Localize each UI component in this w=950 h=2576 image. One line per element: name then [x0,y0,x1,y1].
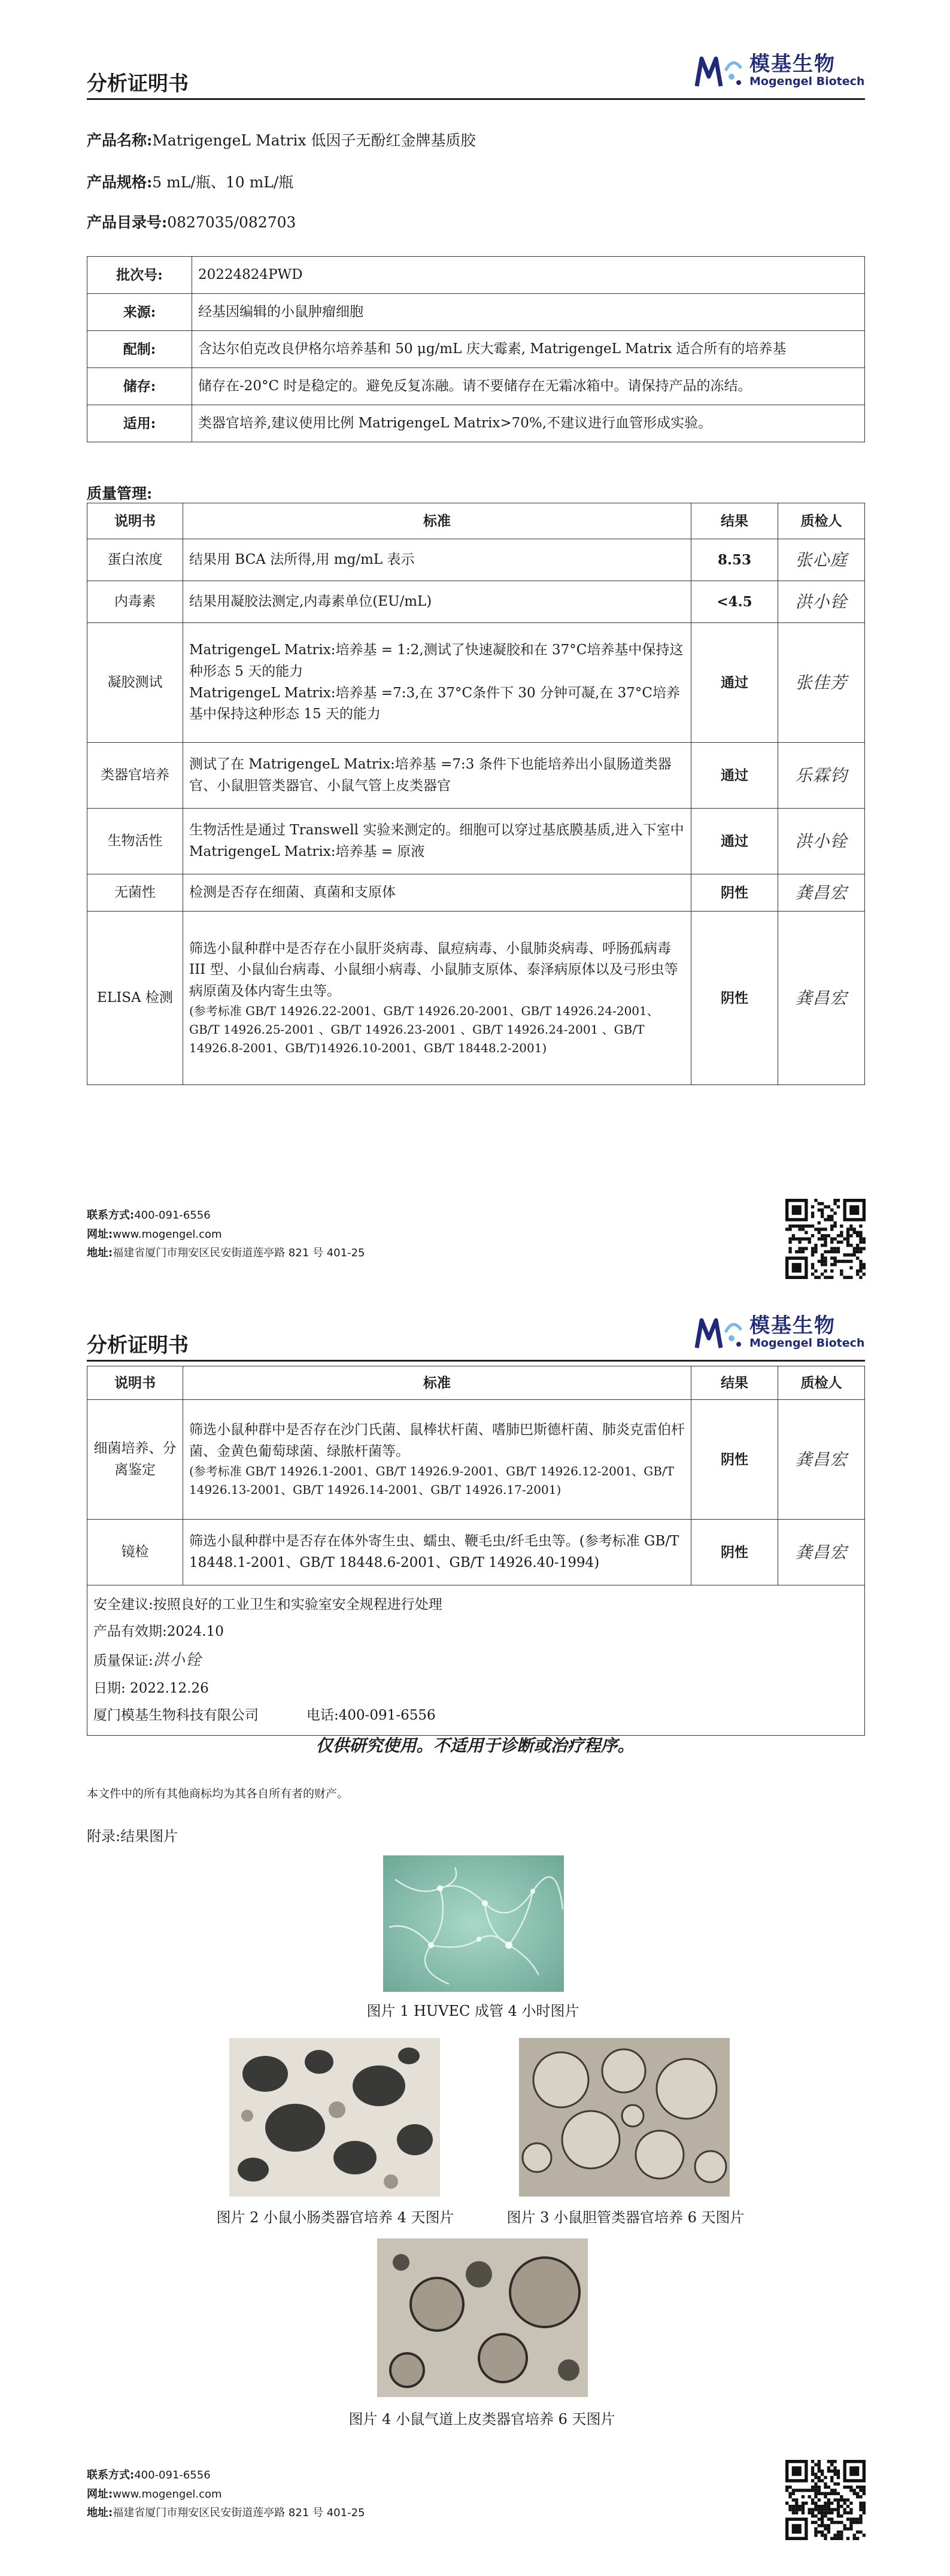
qc-reference: (参考标准 GB/T 14926.1-2001、GB/T 14926.9-2001、GB/T 14926.12-2001、GB/T 14926.13-2001、GB/T 14926.14-2001、GB/T 14926.17-2001) [189,1464,675,1497]
qc-result: 阴性 [691,912,778,1085]
figure-3-caption: 图片 3 小鼠胆管类器官培养 6 天图片 [506,2209,745,2226]
qa-signature: 洪小铨 [153,1651,202,1669]
info-value: 含达尔伯克改良伊格尔培养基和 50 μg/mL 庆大霉素, MatrigengeL Matrix 适合所有的培养基 [192,331,865,368]
col-header-result: 结果 [691,503,778,539]
logo-en-text: Mogengel Biotech [749,1336,865,1350]
figure-2-image [229,2038,440,2197]
header-rule [87,98,865,100]
qc-standard-line: 筛选小鼠种群中是否存在小鼠肝炎病毒、鼠痘病毒、小鼠肺炎病毒、呼肠孤病毒 III 型、小鼠仙台病毒、小鼠细小病毒、小鼠肺支原体、泰泽病原体以及弓形虫等病原菌及体内寄生虫等。 [189,940,678,999]
product-catalog-value: 0827035/082703 [167,214,296,231]
qc-item: ELISA 检测 [87,912,183,1085]
qc-result: 8.53 [691,539,778,581]
info-row-formulation [87,331,865,368]
qc-item: 内毒素 [87,581,183,623]
qc-result: <4.5 [691,581,778,623]
qc-result: 阴性 [691,1400,778,1520]
product-name-value: MatrigengeL Matrix 低因子无酚红金牌基质胶 [152,132,476,149]
footer-contact-label: 联系方式: [87,1209,135,1222]
col-header-item: 说明书 [87,503,183,539]
page-title: 分析证明书 [87,72,189,96]
info-row-storage [87,368,865,405]
appendix-title: 附录:结果图片 [87,1828,178,1845]
qc-row-sterility [87,874,865,912]
qc-table [87,503,865,1085]
figure-2-caption: 图片 2 小鼠小肠类器官培养 4 天图片 [216,2209,454,2226]
qc-result: 阴性 [691,1520,778,1585]
product-spec [87,171,293,192]
footer-web-link[interactable]: www.mogengel.com [113,1228,222,1241]
logo-en-text: Mogengel Biotech [749,74,865,88]
footer-contact-value: 400-091-6556 [134,2469,211,2481]
info-row-batch [87,257,865,294]
figure-4-image [377,2238,588,2397]
footer-web-label: 网址: [87,1228,113,1241]
product-catalog [87,211,296,232]
page-title: 分析证明书 [87,1333,189,1357]
qc-item: 生物活性 [87,809,183,874]
qc-item: 无菌性 [87,874,183,912]
qc-standard: 筛选小鼠种群中是否存在体外寄生虫、蠕虫、鞭毛虫/纤毛虫等。(参考标准 GB/T 18448.1-2001、GB/T 18448.6-2001、GB/T 14926.40-1994) [183,1520,691,1585]
qc-item: 凝胶测试 [87,623,183,743]
footer-contact-label: 联系方式: [87,2469,135,2481]
figure-1-caption: 图片 1 HUVEC 成管 4 小时图片 [366,2003,579,2019]
qc-result: 通过 [691,809,778,874]
trademark-note: 本文件中的所有其他商标均为其各自所有者的财产。 [87,1787,349,1800]
safety-note: 安全建议:按照良好的工业卫生和实验室安全规程进行处理 [93,1597,442,1612]
footer [87,1206,365,1263]
footer-address-label: 地址: [87,2507,113,2519]
product-catalog-label: 产品目录号: [87,214,168,231]
info-label: 储存: [87,368,192,405]
inspector-signature: 龚昌宏 [778,1520,865,1585]
footer-address-value: 福建省厦门市翔安区民安街道莲亭路 821 号 401-25 [113,1247,365,1259]
inspector-signature: 乐霖钧 [778,743,865,809]
inspector-signature: 龚昌宏 [778,874,865,912]
figure-3-image [519,2038,730,2197]
qc-standard: 结果用 BCA 法所得,用 mg/mL 表示 [183,539,691,581]
info-value: 经基因编辑的小鼠肿瘤细胞 [192,294,865,331]
qc-item: 镜检 [87,1520,183,1585]
inspector-signature: 洪小铨 [778,581,865,623]
qc-row-organoid [87,743,865,809]
inspector-signature: 龚昌宏 [778,1400,865,1520]
qc-row-bioactivity [87,809,865,874]
figure-1-image [383,1855,564,1992]
product-info-table [87,256,865,442]
product-spec-label: 产品规格: [87,174,153,191]
header-rule [87,1360,865,1362]
expiry-note: 产品有效期:2024.10 [93,1623,224,1639]
product-name [87,129,476,150]
qc-header-row [87,1366,865,1400]
col-header-inspector: 质检人 [778,503,865,539]
product-name-label: 产品名称: [87,132,153,149]
qc-standard-line: MatrigengeL Matrix:培养基 = 1:2,测试了快速凝胶和在 37°C培养基中保持这种形态 5 天的能力 [189,642,684,679]
col-header-standard: 标准 [183,503,691,539]
qc-reference: (参考标准 GB/T 14926.22-2001、GB/T 14926.20-2001、GB/T 14926.24-2001、GB/T 14926.25-2001 、GB/T 14926.23-2001 、GB/T 14926.24-2001 、GB/T 14926.8-2001、GB/T)14926.10-2001、GB/T 18448.2-2001) [189,1004,659,1056]
qc-result: 阴性 [691,874,778,912]
info-row-application [87,405,865,442]
footer-web-label: 网址: [87,2487,113,2501]
qr-code-icon [785,2460,866,2540]
inspector-signature: 张佳芳 [778,623,865,743]
figure-4-caption: 图片 4 小鼠气道上皮类器官培养 6 天图片 [348,2411,615,2428]
info-label: 配制: [87,331,192,368]
qc-standard [183,1400,691,1520]
qc-standard: 生物活性是通过 Transwell 实验来测定的。细胞可以穿过基底膜基质,进入下室中 MatrigengeL Matrix:培养基 = 原液 [183,809,691,874]
info-row-source [87,294,865,331]
qc-row-microscopy [87,1520,865,1585]
info-value: 20224824PWD [192,257,865,294]
col-header-item: 说明书 [87,1366,183,1400]
qc-standard [183,623,691,743]
qc-standard-line: MatrigengeL Matrix:培养基 =7:3,在 37°C条件下 30 分钟可凝,在 37°C培养基中保持这种形态 15 天的能力 [189,685,680,722]
footer-address-value: 福建省厦门市翔安区民安街道莲亭路 821 号 401-25 [113,2507,365,2519]
qc-standard-line: 筛选小鼠种群中是否存在沙门氏菌、鼠棒状杆菌、嗜肺巴斯德杆菌、肺炎克雷伯杆菌、金黄色葡萄球菌、绿脓杆菌等。 [189,1421,685,1459]
footer-contact-value: 400-091-6556 [134,1209,211,1222]
info-label: 批次号: [87,257,192,294]
info-value: 储存在-20°C 时是稳定的。避免反复冻融。请不要储存在无霜冰箱中。请保持产品的冻结。 [192,368,865,405]
qc-standard [183,912,691,1085]
qc-item: 细菌培养、分离鉴定 [87,1400,183,1520]
qc-row-endotoxin [87,581,865,623]
qc-standard: 测试了在 MatrigengeL Matrix:培养基 =7:3 条件下也能培养出小鼠肠道类器官、小鼠胆管类器官、小鼠气管上皮类器官 [183,743,691,809]
qc-item: 类器官培养 [87,743,183,809]
footer [87,2466,365,2523]
qc-table-continued [87,1366,865,1736]
qc-standard: 结果用凝胶法测定,内毒素单位(EU/mL) [183,581,691,623]
info-label: 来源: [87,294,192,331]
company-logo [693,53,864,90]
col-header-inspector: 质检人 [778,1366,865,1400]
inspector-signature: 洪小铨 [778,809,865,874]
col-header-result: 结果 [691,1366,778,1400]
product-spec-value: 5 mL/瓶、10 mL/瓶 [152,174,294,191]
qc-standard: 检测是否存在细菌、真菌和支原体 [183,874,691,912]
col-header-standard: 标准 [183,1366,691,1400]
qc-row-protein [87,539,865,581]
qc-header-row [87,503,865,539]
inspector-signature: 龚昌宏 [778,912,865,1085]
company-name: 厦门模基生物科技有限公司 [93,1708,259,1724]
notes-cell [87,1585,865,1736]
logo-mark-icon [693,53,743,90]
research-disclaimer: 仅供研究使用。不适用于诊断或治疗程序。 [315,1736,635,1755]
logo-cn-text: 模基生物 [749,51,836,76]
qc-result: 通过 [691,623,778,743]
logo-mark-icon [693,1314,743,1351]
date-note: 日期: 2022.12.26 [93,1681,209,1697]
qa-label: 质量保证: [93,1652,153,1669]
qc-notes-row [87,1585,865,1736]
qc-item: 蛋白浓度 [87,539,183,581]
inspector-signature: 张心庭 [778,539,865,581]
company-phone: 电话:400-091-6556 [306,1708,436,1724]
company-logo [693,1314,864,1351]
info-value: 类器官培养,建议使用比例 MatrigengeL Matrix>70%,不建议进行血管形成实验。 [192,405,865,442]
footer-web-link[interactable]: www.mogengel.com [113,2487,222,2501]
qr-code-icon [785,1199,866,1279]
qc-result: 通过 [691,743,778,809]
qc-heading: 质量管理: [87,485,153,502]
logo-cn-text: 模基生物 [749,1313,836,1338]
footer-address-label: 地址: [87,1247,113,1259]
qa-note [93,1645,858,1676]
info-label: 适用: [87,405,192,442]
qc-row-elisa [87,912,865,1085]
company-line [93,1702,858,1729]
qc-row-gel [87,623,865,743]
qc-row-bacteria [87,1400,865,1520]
